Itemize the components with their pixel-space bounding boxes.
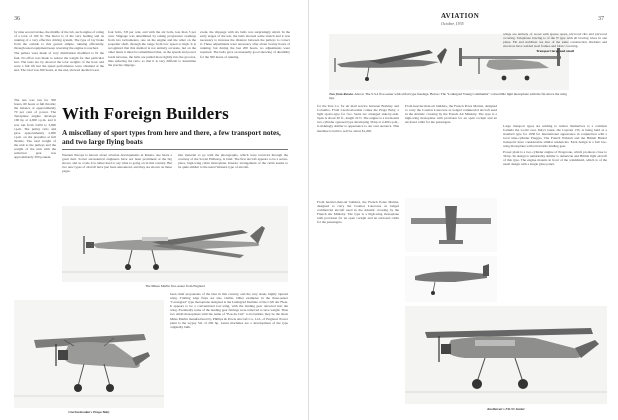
- three-view-side-illustration: [405, 256, 497, 302]
- left-col1-mid-text: The pullers were made of very distribution modified to fit the fuel. No effort was made to reduce the weight for that particular test. The tests are by showed the total weights of the hour and were a full lift test the speed performance were obtained at the end. The total was 300 hours, at the end, showed decided wear.: [14, 51, 104, 72]
- three-view-plan-illustration: [405, 198, 497, 252]
- right-col-lower-left: [317, 200, 399, 408]
- right-col1-text: for the Tata Co. for air mail service between Bombay and Colombo. From Czechoslovakia comes the Praga Baby, a light sports-type for two. Seats are arranged side-by-side. Span is about 30 ft., length 22 ft. The engine is a horizontal two-cylinder opposed type developing 36 hp at 2,400 r.p.m., is strikingly similar to appearance to our own Aeronca. This machine is built to sell for about $1,200.: [317, 104, 399, 133]
- left-col1-bot-text: The test was run for 300 hours, 60 hours at full throttle; the balance at approximately 70 per cent of power. The Terraplane engine develops 100 hp at 4,000 r.p.m. and it was run from 3,200 to 3,000 r.p.m. The pulley ratio and gave approximately 2,000 r.p.m. on the propeller at full throttle. The total weight of the unit to the pulleys and the weight of the unit with the reduction gear was approximately 300 pounds.: [14, 98, 56, 160]
- praga-baby-caption: Czechoslovakia's Praga Baby: [68, 410, 110, 414]
- left-col2-top-text: four bolts, 3/8 per cent, and with the six bolts, less than 5 per cent. Slippage was determined by taking progressive readings from two tachometers, one on the engine and the other on the propeller shaft, through the range from low speed to high. It is recognized that this method is not entirely accurate, but on the other hand, it must be remembered that, as the speeds and power loads increase, the belts are pulled more tightly into the grooves, thus reducing the ratio, so that it is very difficult to determine the precise slippage.: [108, 30, 196, 67]
- left-body-col3: [170, 292, 288, 412]
- three-view-top-photo: [405, 198, 497, 252]
- left-body-col2: [178, 153, 288, 199]
- praga-baby-photo: [14, 300, 164, 408]
- right-col1: [317, 104, 399, 196]
- monoplane-illustration: [62, 206, 288, 282]
- left-col1-top: [14, 30, 104, 96]
- right-col4-text: Large transport types are tending to reduce themselves to a common formula the world over. Italy's latest, the Caproni 133, is being held as a standard type for 1936 for international appearance in conjunction with a local nine-cylinder Piaggio. The French Wibault and the British Bristol transports have considerable similar tendencies. Each design is a full low-wing monoplane with retractable landing gear.: [503, 124, 607, 149]
- right-col2: [405, 104, 497, 196]
- left-col1-bottom: [14, 98, 56, 194]
- koolhoven-photo: [405, 306, 607, 404]
- cabin-monoplane-illustration: [405, 306, 607, 404]
- right-col4: [503, 124, 607, 300]
- masthead: AVIATION: [441, 12, 480, 20]
- right-col3-text: wings are entirely of wood with spruce spars, plywood ribs and plywood covering. Telephone bracing is of the N type with all bracing wires in one plane. Fin and stabilizer are also of the same construction. Rudders and elevators have welded steel frames and fabric covering.: [503, 32, 607, 49]
- transport-subheading: Transport large and small: [536, 49, 574, 54]
- right-col5-text: Power plant is a two-cylinder engine of Pragotone, which produces close to 36 hp. Its design is remarkably similar to American and British light aircraft of this type. The engine mounts in front of the windshield, which is of the usual design with a single glass panel.: [503, 149, 607, 166]
- right-col-lower-left-text: From heavier-than-air builders, the French Potez Marina, designed to carry the Cosmos Latecoere as lodged commercial aircraft used in the Atlantic crossing by the French Air Ministry. The type is a high-wing monoplane with provision for an open cockpit and an enclosed cabin for the passengers.: [317, 200, 399, 225]
- koolhoven-caption: Koolhoven's F.K.53 Junior: [487, 407, 525, 411]
- left-col3-top-text: event, the slippage with six belts was surprisingly small. In the early stages of the test, the belts showed some stretch and it was necessary to increase the distance between the pulleys to correct it. These adjustments were necessary after about twenty hours of running, but during the last 200 hours, no adjustments were required. The belts gave an unusually good showing of durability for the 300 hours of running.: [200, 30, 290, 59]
- article-headline: With Foreign Builders: [62, 104, 229, 123]
- russian-planes-caption-lead: Two from Russia.: [329, 92, 354, 96]
- left-col1-top-text: by nine second stroke, the middle of the lab, such engine of rating of a total of 100 lb. The motor is of the very leading and its running of a very effective driving system. The type of lay brake from the outside to this geared simple, running efficiently, through usual equipment keep reversing the engine is reached.: [14, 30, 104, 51]
- right-col3: [503, 32, 607, 122]
- left-body-col2-text: Our material to go with the photographs, which were received through the courtesy of the Soviet Embassy, is brief. The first aircraft appears to be a seven-place, high-wing cabin monoplane. Interior arrangement of the cabin seems to be quite similar to the usual Western type of aircraft.: [178, 153, 288, 170]
- masthead-date: October, 1935: [441, 21, 464, 26]
- article-deck: A miscellany of sport types from here and there, a few transport notes, and two large flying boats: [62, 128, 281, 146]
- miles-merlin-caption: The Mikes Merlin five-seater from England: [145, 284, 205, 288]
- deck-rule: [62, 149, 288, 150]
- left-body-col1: [62, 153, 172, 199]
- three-view-side-photo: [405, 256, 497, 302]
- left-page-number: 36: [14, 16, 20, 22]
- left-body-col3-text: been chief proponents of the idea in this country, and the very sleek, highly tapered wing. Trailing edge flaps are also visible. Other examples in the three-seater "Lavengrad" type monoplane designed at the Leningrad Institute of the Civil Air Fleet. It appears to be a conventional low-wing, with the landing gear retracted into the wing. Eventually some of the landing gear fairings were removed to save weight. Thus two small monoplanes with the name of "Pou du Ciel" to its builder, may be the latest Miles Merlin manufactured by Phillips & Powis Aircraft Co., Ltd., of England. Power plant is the Gypsy Six of 200 hp. Latest machines are a development of the type originally built.: [170, 292, 288, 329]
- right-page-number: 37: [598, 16, 604, 22]
- left-col3-top: [200, 30, 290, 96]
- left-body-col1-text: Western Europe is known about aviation developments in Russia, one hears a great deal. Soviet aeronautical engineers have not been prominent at the big shows, and as a rule it is rather hard to say what is going on in this country. But two new types of aircraft have just been announced, and they are shown on these pages.: [62, 153, 172, 174]
- light-plane-illustration: [14, 300, 164, 408]
- right-page: [309, 0, 618, 420]
- right-col2-text: From heavier-than-air builders, the French Potez Marina, designed to carry the Cosmos Latecoere as lodged commercial aircraft used in the Atlantic crossing by the French Air Ministry. The type is a high-wing monoplane with provision for an open cockpit and an enclosed cabin for the passengers.: [405, 104, 497, 125]
- miles-merlin-photo: [62, 206, 288, 282]
- left-col2-top: [108, 30, 196, 96]
- russian-planes-caption-text: Above: The S.S.2 five-seater with airfoil type fuselage. Below: The "Leningrad Young Communist" convertible light monoplane with the fin above the wing tips.: [329, 92, 567, 100]
